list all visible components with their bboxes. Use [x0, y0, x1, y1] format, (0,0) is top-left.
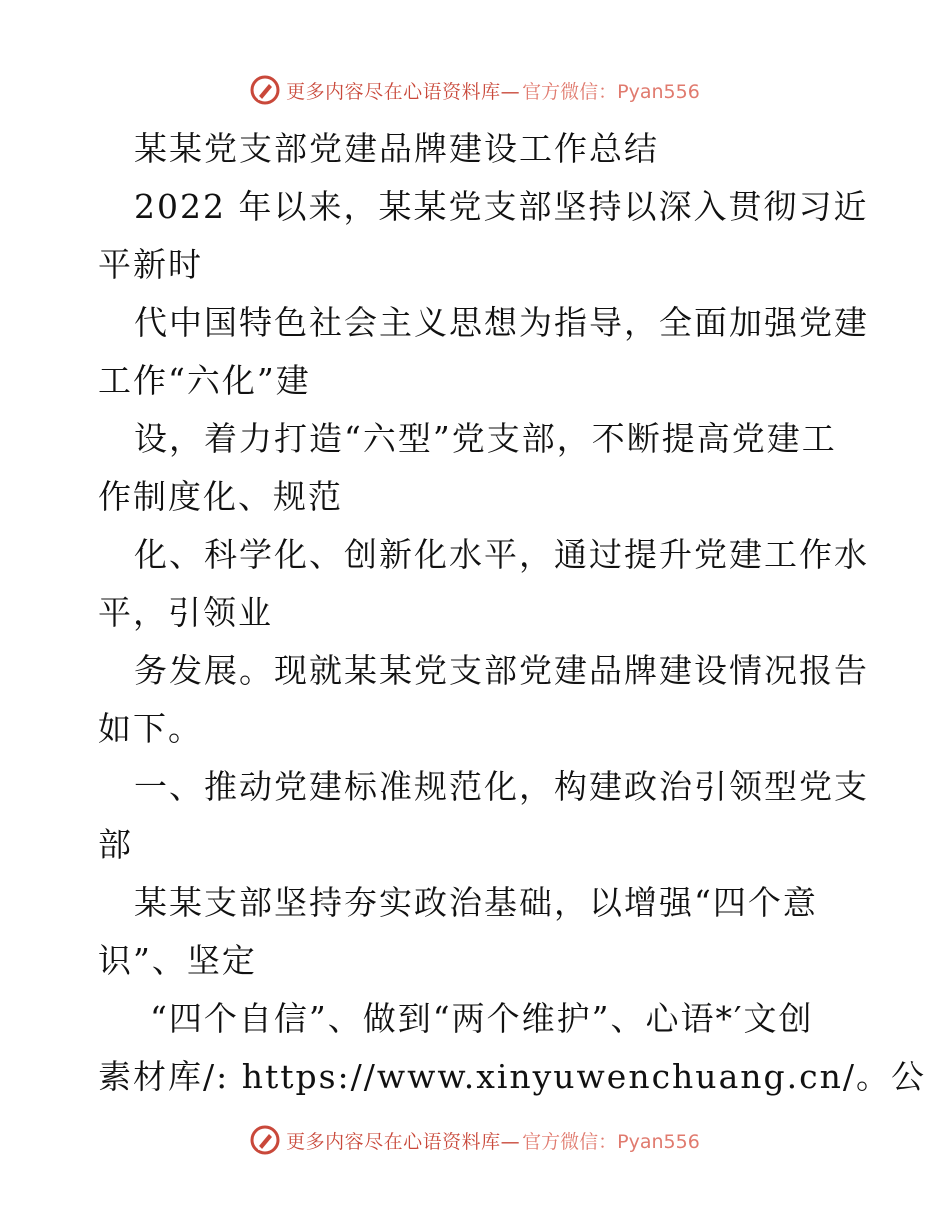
text-line: 平新时	[98, 245, 203, 284]
text-line: 工作“六化”建	[98, 361, 311, 400]
text-line: 作制度化、规范	[98, 477, 343, 516]
text-line: 素材库/: https://www.xinyuwenchuang.cn/。公	[98, 1057, 926, 1096]
watermark-footer	[0, 1120, 950, 1160]
watermark-text: 更多内容尽在心语资料库—	[286, 80, 521, 103]
text-line: 部	[98, 825, 133, 864]
text-line: 代中国特色社会主义思想为指导，全面加强党建	[134, 303, 869, 342]
text-line: 务发展。现就某某党支部党建品牌建设情况报告	[134, 651, 869, 690]
text-line: “四个自信”、做到“两个维护”、心语*′文创	[150, 999, 814, 1038]
watermark-header	[0, 70, 950, 110]
text-line: 化、科学化、创新化水平，通过提升党建工作水	[134, 535, 869, 574]
pen-logo-icon	[250, 75, 280, 105]
text-line: 设，着力打造“六型”党支部，不断提高党建工	[134, 419, 837, 458]
text-line: 某某支部坚持夯实政治基础，以增强“四个意	[134, 883, 818, 922]
text-line: 识”、坚定	[98, 941, 257, 980]
watermark-contact: 官方微信：Pyan556	[522, 1130, 700, 1153]
watermark-contact: 官方微信：Pyan556	[522, 80, 700, 103]
text-line: 2022 年以来，某某党支部坚持以深入贯彻习近	[134, 187, 869, 226]
watermark-text: 更多内容尽在心语资料库—	[286, 1130, 521, 1153]
text-line: 平，引领业	[98, 593, 273, 632]
pen-logo-icon	[250, 1125, 280, 1155]
document-body	[98, 120, 926, 1106]
text-line: 如下。	[98, 709, 203, 748]
document-title: 某某党支部党建品牌建设工作总结	[134, 129, 659, 168]
text-line: 一、推动党建标准规范化，构建政治引领型党支	[134, 767, 869, 806]
